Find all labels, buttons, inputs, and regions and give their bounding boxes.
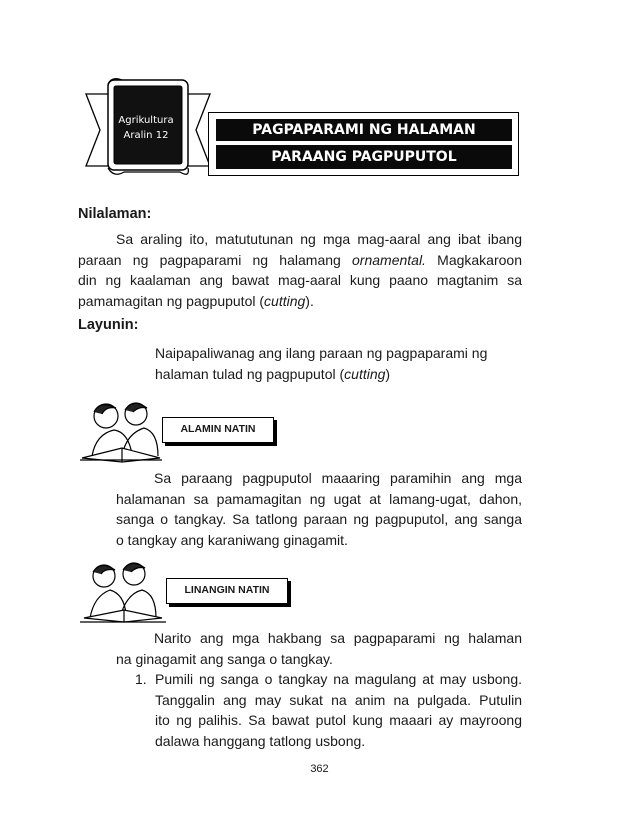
step-line: Tanggalin ang may sukat na anim na pulgada. Putulin xyxy=(155,691,522,708)
students-reading-illustration xyxy=(80,398,162,464)
step-number: 1. xyxy=(135,671,147,687)
step-1-text xyxy=(155,669,522,751)
nilalaman-line: din ng kaalaman ang bawat mag-aaral kung paano magtanim sa xyxy=(78,272,522,288)
alamin-natin-label: ALAMIN NATIN xyxy=(162,417,274,443)
page-number: 362 xyxy=(310,763,329,775)
nilalaman-line: paraan ng pagpaparami ng halamang ornamental. Magkakaroon xyxy=(78,251,522,268)
linangin-natin-label: LINANGIN NATIN xyxy=(166,578,288,604)
layunin-line: Naipapaliwanag ang ilang paraan ng pagpaparami ng xyxy=(155,345,488,361)
layunin-heading: Layunin: xyxy=(78,317,139,333)
layunin-paragraph xyxy=(155,343,525,384)
step-line: Pumili ng sanga o tangkay na magulang at may usbong. xyxy=(155,671,522,687)
alamin-line: halamanan sa pamamagitan ng ugat at lamang-ugat, dahon, xyxy=(116,490,522,507)
step-line: dalawa hanggang tatlong usbong. xyxy=(155,732,366,749)
step-line: ito ng palihis. Sa bawat putol kung maaari ay mayroong xyxy=(155,712,522,728)
lesson-title: PAGPAPARAMI NG HALAMAN xyxy=(216,119,512,141)
linangin-paragraph xyxy=(116,628,522,669)
alamin-line: Sa paraang pagpuputol maaaring paramihin ang mga xyxy=(154,470,522,486)
nilalaman-paragraph xyxy=(78,229,522,311)
nilalaman-line: pamamagitan ng pagpuputol (cutting). xyxy=(78,292,314,309)
subject-label: Agrikultura xyxy=(118,115,174,126)
nilalaman-line: Sa araling ito, matututunan ng mga mag-aaral ang ibat ibang xyxy=(116,231,522,247)
layunin-line: halaman tulad ng pagpuputol (cutting) xyxy=(155,365,391,382)
alamin-paragraph xyxy=(116,468,522,550)
alamin-line: o tangkay ang karaniwang ginagamit. xyxy=(116,531,348,548)
lesson-label xyxy=(118,113,174,143)
lesson-subtitle: PARAANG PAGPUPUTOL xyxy=(216,145,512,169)
students-studying-illustration xyxy=(80,560,166,626)
linangin-line: na ginagamit ang sanga o tangkay. xyxy=(116,650,333,667)
linangin-line: Narito ang mga hakbang sa pagpaparami ng halaman xyxy=(154,630,522,646)
alamin-line: sanga o tangkay. Sa tatlong paraan ng pagpuputol, ang sanga xyxy=(116,511,522,527)
lesson-number: Aralin 12 xyxy=(123,130,169,141)
nilalaman-heading: Nilalaman: xyxy=(78,206,152,222)
